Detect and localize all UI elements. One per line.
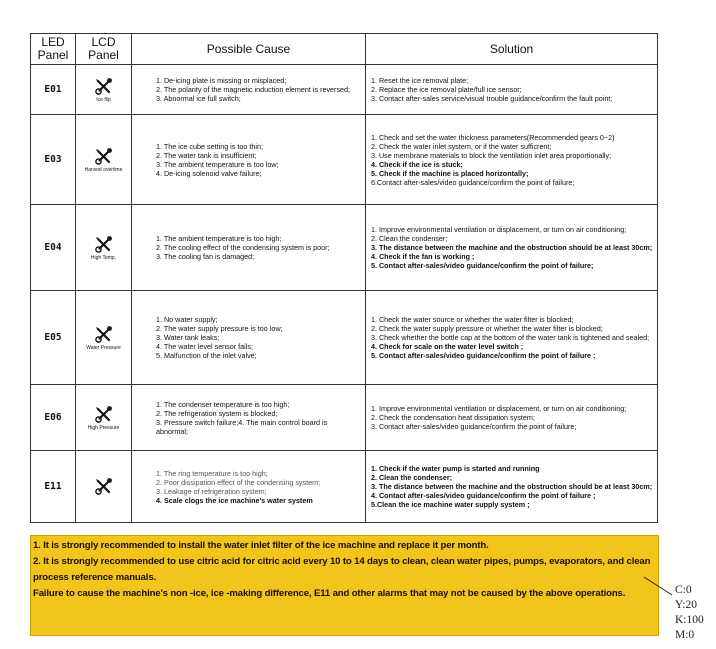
cause-item: 1. The ring temperature is too high;	[156, 468, 268, 478]
solution-item: 2. Clean the condenser;	[371, 234, 448, 243]
cause-item: 2. The refrigeration system is blocked;	[156, 408, 278, 418]
lcd-caption: High Pressure	[87, 425, 120, 431]
cause-item: 5. Malfunction of the inlet valve;	[156, 351, 257, 360]
cmyk-color-spec	[675, 583, 704, 643]
lcd-icon	[76, 236, 131, 254]
error-row-e04	[31, 205, 658, 291]
solution-cell	[366, 291, 658, 385]
lcd-header-line: LCD	[91, 35, 116, 49]
led-panel-header	[31, 34, 76, 65]
lcd-cell	[76, 65, 132, 115]
lcd-cell	[76, 205, 132, 291]
solution-item: 3. Use membrane materials to block the ventilation inlet area proportionally;	[371, 150, 612, 160]
solution-item: 2. Check the water inlet system, or if the water sufficrent;	[371, 141, 552, 151]
solution-item: 2. Check the condensation heat dissipation system;	[371, 413, 535, 422]
solution-item: 3. Check whether the bottle cap at the bottom of the water tank is tightened and sealed;	[371, 333, 650, 342]
note-line: 1. It is strongly recommended to install the water inlet filter of the ice machine and replace it per month.	[33, 540, 489, 551]
cause-item: 2. The cooling effect of the condensing system is poor;	[156, 243, 330, 252]
cause-item: 4. De-icing solenoid valve failure;	[156, 168, 262, 178]
solution-item: 3. The distance between the machine and the obstruction should be at least 30cm;	[371, 482, 653, 491]
solution-item: 4. Check if the fan is working ;	[371, 252, 475, 261]
cause-item: 1. The ambient temperature is too high;	[156, 234, 282, 243]
solution-header: Solution	[366, 34, 658, 65]
possible-cause-cell	[132, 385, 366, 451]
cause-item: 3. Pressure switch failure;4. The main control board is abnormal;	[156, 417, 328, 436]
solution-item: 6.Contact after-sales/video guidance/confirm the point of failure;	[371, 177, 575, 187]
solution-item: 5. Check if the machine is placed horizontally;	[371, 168, 529, 178]
solution-item: 4. Contact after-sales/video guidance/confirm the point of failure ;	[371, 491, 596, 500]
led-code: E05	[31, 291, 76, 385]
wrench-screwdriver-icon	[94, 478, 114, 496]
cause-item: 1. No water supply;	[156, 315, 218, 324]
solution-item: 2. Clean the condenser;	[371, 473, 453, 482]
error-code-table	[30, 33, 658, 523]
solution-item: 4. Check if the ice is stuck;	[371, 159, 463, 169]
possible-cause-cell	[132, 205, 366, 291]
lcd-panel-header	[76, 34, 132, 65]
cause-item: 4. Scale clogs the ice machine's water system	[156, 495, 313, 505]
solution-cell	[366, 115, 658, 205]
wrench-screwdriver-icon	[94, 326, 114, 344]
wrench-screwdriver-icon	[94, 406, 114, 424]
cause-item: 3. Abnormal ice full switch;	[156, 94, 241, 103]
cmyk-value: K:100	[675, 614, 704, 626]
solution-item: 1. Improve environmental ventilation or displacement, or turn on air conditioning;	[371, 225, 627, 234]
solution-item: 3. Contact after-sales/video guidance/confirm the point of failure;	[371, 422, 577, 431]
possible-cause-cell	[132, 291, 366, 385]
cmyk-value: C:0	[675, 584, 692, 596]
solution-item: 3. Contact after-sales service/visual trouble guidance/confirm the fault point;	[371, 94, 613, 103]
solution-cell	[366, 205, 658, 291]
cmyk-value: M:0	[675, 629, 695, 641]
solution-item: 2. Check the water supply pressure or whether the water filter is blocked;	[371, 324, 603, 333]
lcd-icon	[76, 326, 131, 344]
error-row-e05	[31, 291, 658, 385]
cause-item: 1. The ice cube setting is too thin;	[156, 141, 263, 151]
solution-item: 4. Check for scale on the water level switch ;	[371, 342, 524, 351]
lcd-icon	[76, 406, 131, 424]
error-row-e06	[31, 385, 658, 451]
solution-item: 2. Replace the ice removal plate/full ice sensor;	[371, 85, 522, 94]
cause-item: 1. The condenser temperature is too high;	[156, 399, 290, 409]
led-code: E01	[31, 65, 76, 115]
wrench-screwdriver-icon	[94, 78, 114, 96]
table-header-row	[31, 34, 658, 65]
cause-item: 2. The water supply pressure is too low;	[156, 324, 283, 333]
solution-cell	[366, 65, 658, 115]
cause-item: 2. Poor dissipation effect of the condensing system;	[156, 477, 321, 487]
possible-cause-cell	[132, 451, 366, 523]
lcd-caption: Harvest overtime	[84, 167, 123, 173]
led-code: E11	[31, 451, 76, 523]
solution-item: 1. Check and set the water thickness parameters(Recommended gears 0~2)	[371, 132, 615, 142]
wrench-screwdriver-icon	[94, 148, 114, 166]
solution-item: 1. Check the water source or whether the water filter is blocked;	[371, 315, 574, 324]
led-header-line: Panel	[37, 48, 69, 62]
lcd-cell	[76, 451, 132, 523]
led-code: E03	[31, 115, 76, 205]
cause-item: 2. The water tank is insufficient;	[156, 150, 257, 160]
cause-item: 3. The ambient temperature is too low;	[156, 159, 279, 169]
cause-item: 1. De-icing plate is missing or misplaced;	[156, 76, 287, 85]
cause-item: 3. Water tank leaks;	[156, 333, 220, 342]
recommendation-note	[30, 535, 659, 636]
solution-cell	[366, 385, 658, 451]
lcd-cell	[76, 115, 132, 205]
led-header-line: LED	[41, 35, 65, 49]
lcd-icon	[76, 148, 131, 166]
cause-item: 3. The cooling fan is damaged;	[156, 252, 255, 261]
lcd-icon	[76, 478, 131, 496]
possible-cause-cell	[132, 115, 366, 205]
pointer-line	[640, 575, 676, 599]
solution-item: 5.Clean the ice machine water supply system ;	[371, 500, 530, 509]
cmyk-value: Y:20	[675, 599, 697, 611]
wrench-screwdriver-icon	[94, 236, 114, 254]
lcd-cell	[76, 291, 132, 385]
solution-item: 5. Contact after-sales/video guidance/confirm the point of failure;	[371, 261, 594, 270]
cause-item: 2. The polarity of the magnetic induction element is reversed;	[156, 85, 351, 94]
possible-cause-cell	[132, 65, 366, 115]
solution-item: 1. Check if the water pump is started and running	[371, 464, 540, 473]
lcd-caption: Ice flip	[96, 97, 111, 103]
solution-item: 1. Reset the ice removal plate;	[371, 76, 469, 85]
cause-item: 3. Leakage of refrigeration system;	[156, 486, 267, 496]
solution-item: 5. Contact after-sales/video guidance/confirm the point of failure ;	[371, 351, 596, 360]
error-row-e11	[31, 451, 658, 523]
solution-cell	[366, 451, 658, 523]
note-line: Failure to cause the machine's non -ice, ice -making difference, E11 and other alarms that may not be caused by the above operations.	[33, 588, 626, 599]
lcd-cell	[76, 385, 132, 451]
lcd-header-line: Panel	[88, 48, 119, 62]
lcd-caption: High Temp.	[90, 255, 117, 261]
note-line: 2. It is strongly recommended to use citric acid for citric acid every 10 to 14 days to clean, clean water pipes, pumps, evaporators, and clean process reference manuals.	[33, 556, 651, 583]
error-row-e03	[31, 115, 658, 205]
cause-item: 4. The water level sensor fails;	[156, 342, 253, 351]
solution-item: 3. The distance between the machine and the obstruction should be at least 30cm;	[371, 243, 653, 252]
led-code: E06	[31, 385, 76, 451]
error-row-e01	[31, 65, 658, 115]
possible-cause-header: Possible Cause	[132, 34, 366, 65]
lcd-icon	[76, 78, 131, 96]
solution-item: 1. Improve environmental ventilation or displacement, or turn on air conditioning;	[371, 404, 627, 413]
lcd-caption: Water Pressure	[86, 345, 121, 351]
led-code: E04	[31, 205, 76, 291]
